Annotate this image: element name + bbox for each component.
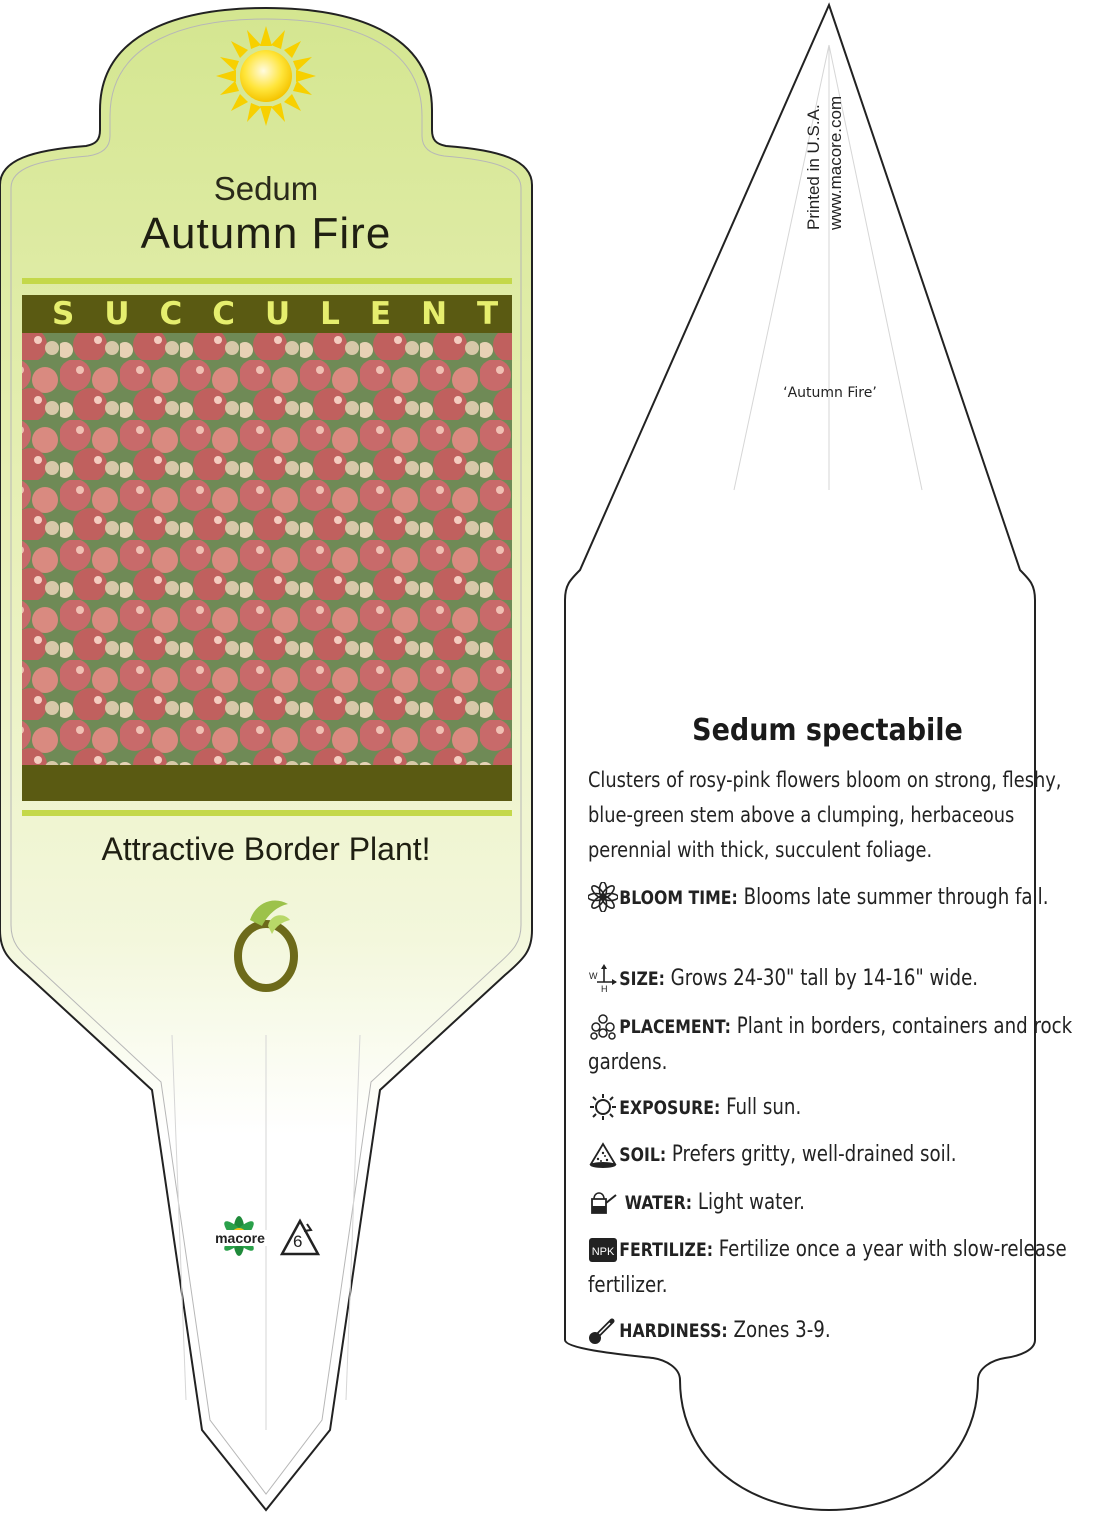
care-water: WATER: Light water. — [624, 1190, 805, 1215]
watering-can-icon — [588, 1187, 618, 1217]
sprout-logo-icon — [228, 892, 308, 992]
svg-text:NPK: NPK — [591, 1246, 615, 1258]
category-label: SUCCULENT — [52, 296, 529, 332]
cultivar-name: Autumn Fire — [140, 209, 392, 258]
printed-in: Printed in U.S.A. — [804, 104, 823, 230]
size-icon — [588, 963, 618, 993]
species-name: Sedum spectabile — [692, 713, 963, 748]
print-info — [803, 96, 847, 230]
tagline: Attractive Border Plant! — [101, 831, 431, 867]
care-size: SIZE: Grows 24-30" tall by 14-16" wide. — [619, 966, 979, 991]
placement-icon — [588, 1011, 618, 1041]
flower-icon — [588, 882, 618, 912]
care-soil: SOIL: Prefers gritty, well-drained soil. — [619, 1142, 957, 1167]
thermometer-icon — [588, 1315, 618, 1345]
care-exposure: EXPOSURE: Full sun. — [619, 1095, 802, 1120]
website: www.macore.com — [826, 95, 845, 230]
plant-photo — [22, 333, 512, 765]
recycle-code: 6 — [293, 1232, 303, 1251]
svg-text:H: H — [601, 984, 608, 993]
plant-description: Clusters of rosy-pink flowers bloom on strong, fleshy, blue-green stem above a clumping, herbaceous perennial with thick, succulent foliage. — [588, 768, 1062, 863]
svg-text:W: W — [589, 971, 598, 981]
care-bloom-time: BLOOM TIME: Blooms late summer through fall. — [619, 885, 1049, 910]
care-placement: PLACEMENT: Plant in borders, containers and rock gardens. — [588, 1014, 1073, 1075]
care-fertilize: FERTILIZE: Fertilize once a year with slow-release fertilizer. — [588, 1237, 1067, 1298]
npk-icon — [588, 1234, 618, 1264]
soil-icon — [588, 1139, 618, 1169]
care-hardiness: HARDINESS: Zones 3-9. — [619, 1318, 831, 1343]
brand-name: macore — [208, 1230, 272, 1246]
genus-name: Sedum — [213, 170, 319, 207]
sun-icon — [588, 1092, 618, 1122]
cultivar-quoted: ‘Autumn Fire’ — [783, 385, 877, 401]
full-sun-icon — [214, 24, 318, 128]
